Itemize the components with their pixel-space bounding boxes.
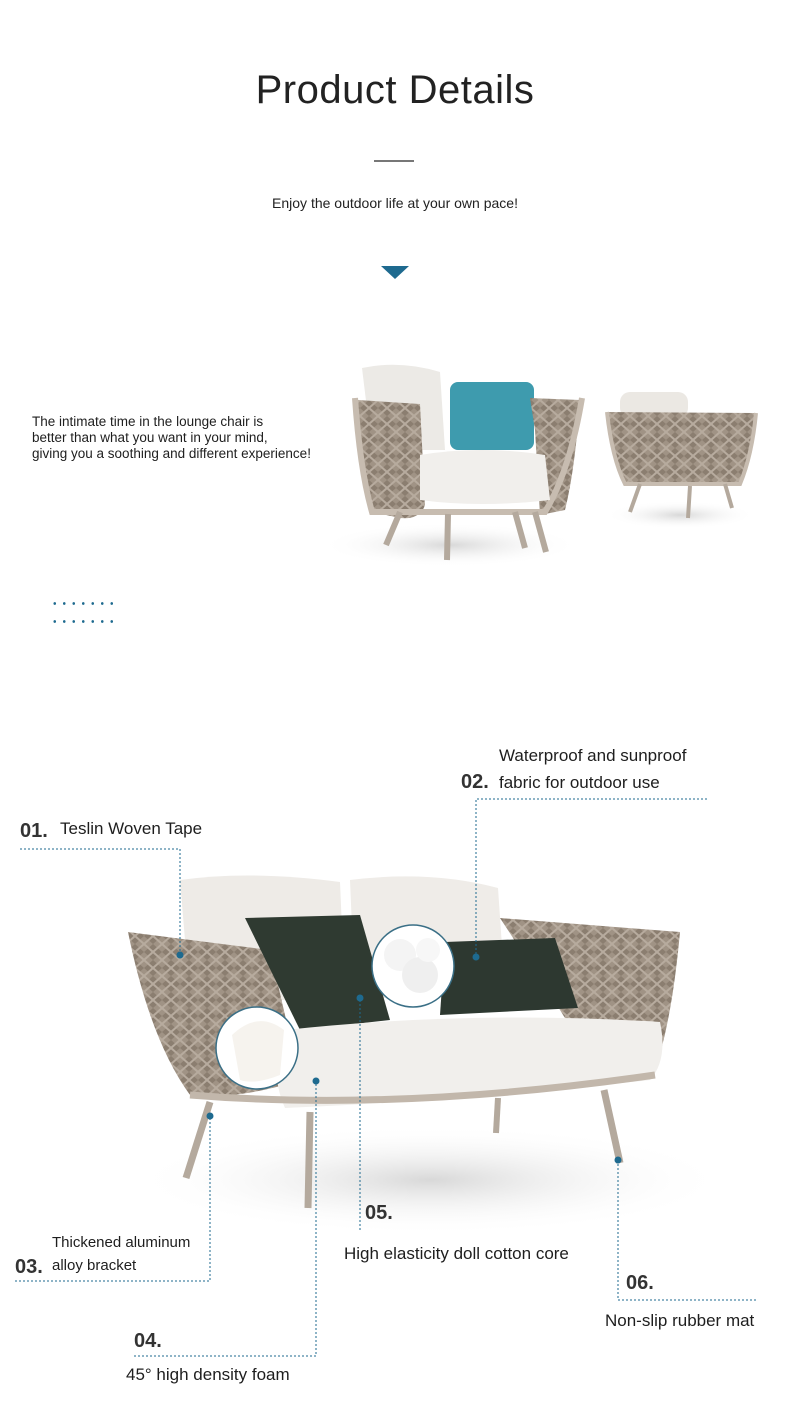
cotton-detail-circle: [372, 925, 454, 1007]
feature-02-number: 02.: [461, 771, 489, 793]
lounge-chair-image: [320, 365, 582, 567]
intro-text: [32, 414, 352, 462]
feature-06-label: Non-slip rubber mat: [605, 1311, 755, 1330]
feature-02-label-line1: Waterproof and sunproof: [499, 746, 687, 765]
intro-line-2: better than what you want in your mind,: [32, 430, 268, 445]
feature-01-number: 01.: [20, 820, 48, 842]
feature-03-label-line1: Thickened aluminum: [52, 1234, 191, 1251]
intro-line-1: The intimate time in the lounge chair is: [32, 414, 264, 429]
feature-05-number: 05.: [365, 1202, 393, 1224]
feature-05-label: High elasticity doll cotton core: [344, 1244, 569, 1263]
page-title: Product Details: [255, 68, 535, 112]
intro-line-3: giving you a soothing and different experience!: [32, 446, 311, 461]
feature-04-number: 04.: [134, 1330, 162, 1352]
lounge-chair-back-image: [605, 392, 756, 529]
feature-01-label: Teslin Woven Tape: [60, 819, 203, 838]
feature-06-number: 06.: [626, 1272, 654, 1294]
dots-divider-top: [50, 602, 118, 605]
down-arrow-icon: [381, 266, 409, 279]
feature-03-number: 03.: [15, 1256, 43, 1278]
page-subtitle: Enjoy the outdoor life at your own pace!: [272, 195, 518, 211]
feature-03-label-line2: alloy bracket: [52, 1257, 137, 1274]
feature-04-label: 45° high density foam: [126, 1365, 290, 1384]
foam-detail-circle: [216, 1007, 298, 1089]
dots-divider-bottom: [50, 620, 118, 623]
title-divider: [374, 160, 414, 162]
feature-02-label-line2: fabric for outdoor use: [499, 773, 660, 792]
